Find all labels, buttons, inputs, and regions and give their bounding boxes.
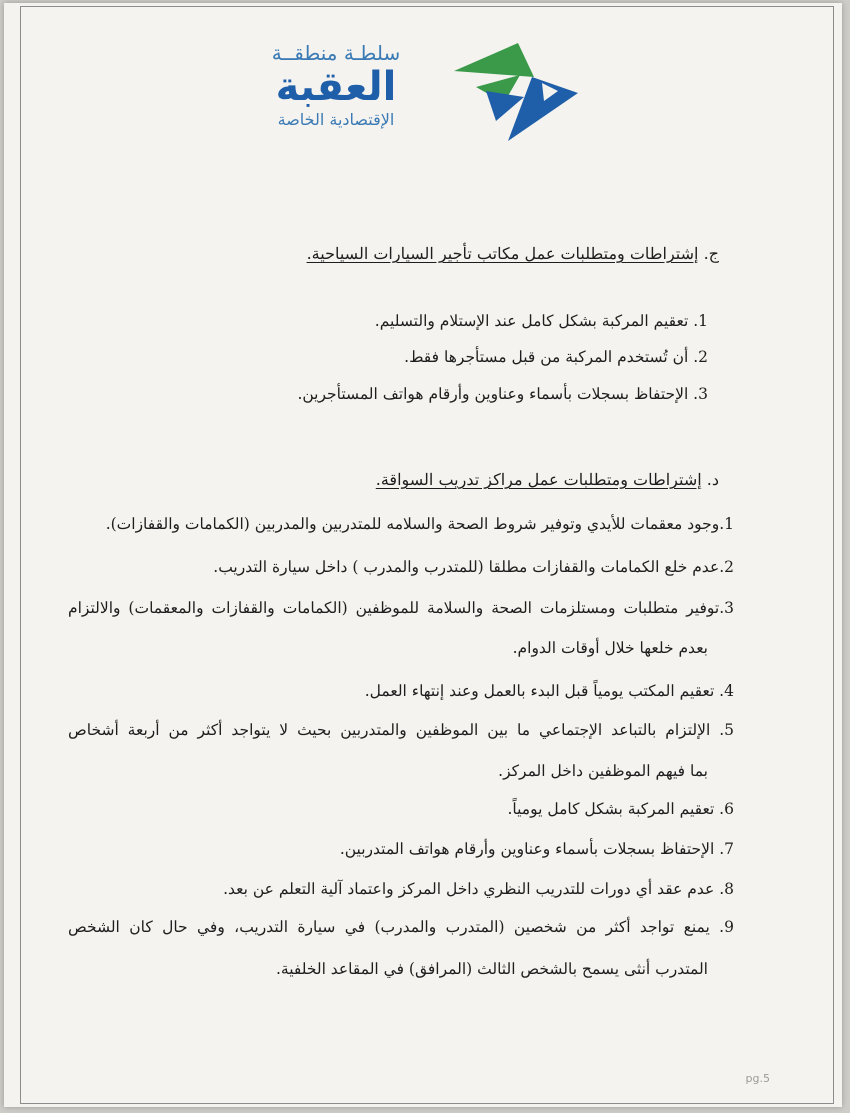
section-d-marker: د.	[706, 470, 719, 489]
section-d-item-3: 3.توفير متطلبات ومستلزمات الصحة والسلامة للموظفين (الكمامات والقفازات والمعقمات) والالتزام	[68, 599, 734, 617]
page-border	[20, 6, 834, 1104]
aseza-triangles-logo-icon	[446, 41, 591, 141]
section-d-item-6: 6. تعقيم المركبة بشكل كامل يومياً.	[507, 800, 734, 818]
section-d-item-9: 9. يمنع تواجد أكثر من شخصين (المتدرب والمدرب) في سيارة التدريب، وفي حال كان الشخص	[68, 918, 734, 936]
section-d-item-5: 5. الإلتزام بالتباعد الإجتماعي ما بين الموظفين والمتدربين بحيث لا يتواجد أكثر من أربعة أشخاص	[68, 721, 734, 739]
section-d-heading	[376, 470, 719, 489]
section-c-title: إشتراطات ومتطلبات عمل مكاتب تأجير السيارات السياحية.	[306, 244, 699, 263]
logo-line-3: الإقتصادية الخاصة	[277, 110, 395, 129]
section-c-heading	[307, 244, 719, 263]
section-c-marker: ج.	[703, 244, 719, 263]
logo-line-2: العقبة	[275, 64, 397, 110]
page-number: pg.5	[745, 1072, 770, 1085]
section-c-item-1: 1. تعقيم المركبة بشكل كامل عند الإستلام والتسليم.	[374, 312, 708, 330]
aseza-logo	[236, 41, 596, 151]
section-d-item-1: 1.وجود معقمات للأيدي وتوفير شروط الصحة والسلامه للمتدربين والمدربين (الكمامات والقفازات).	[105, 515, 734, 533]
section-d-item-4: 4. تعقيم المكتب يومياً قبل البدء بالعمل وعند إنتهاء العمل.	[364, 682, 734, 700]
section-d-item-8: 8. عدم عقد أي دورات للتدريب النظري داخل المركز واعتماد آلية التعلم عن بعد.	[223, 880, 734, 898]
section-d-item-5-continued: بما فيهم الموظفين داخل المركز.	[498, 762, 708, 780]
logo-line-1: سلطـة منطقــة	[271, 41, 401, 65]
section-d-item-3-continued: بعدم خلعها خلال أوقات الدوام.	[512, 639, 708, 657]
section-d-item-9-continued: المتدرب أنثى يسمح بالشخص الثالث (المرافق) في المقاعد الخلفية.	[275, 960, 708, 978]
section-c-item-2: 2. أن تُستخدم المركبة من قبل مستأجرها فقط.	[404, 348, 708, 366]
section-d-item-7: 7. الإحتفاظ بسجلات بأسماء وعناوين وأرقام هواتف المتدربين.	[339, 840, 734, 858]
section-c-item-3: 3. الإحتفاظ بسجلات بأسماء وعناوين وأرقام هواتف المستأجرين.	[297, 385, 708, 403]
document-page	[4, 3, 842, 1107]
section-d-title: إشتراطات ومتطلبات عمل مراكز تدريب السواقة.	[375, 470, 702, 489]
logo-text	[236, 41, 436, 131]
section-d-item-2: 2.عدم خلع الكمامات والقفازات مطلقا (للمتدرب والمدرب ) داخل سيارة التدريب.	[213, 558, 734, 576]
